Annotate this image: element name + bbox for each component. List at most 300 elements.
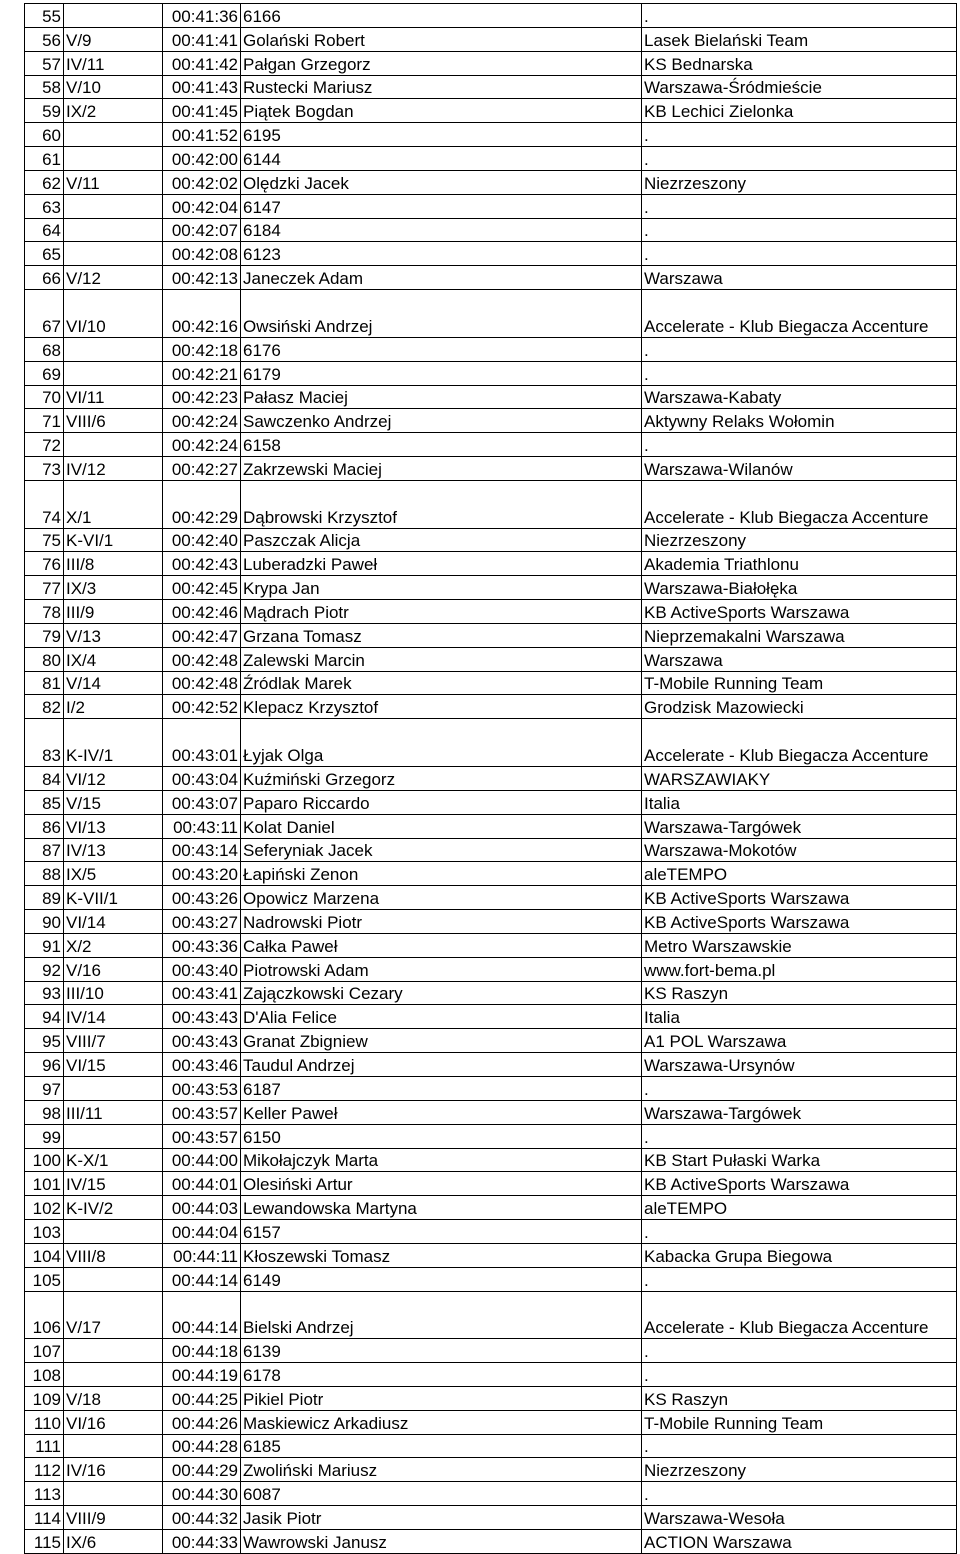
club-cell: T-Mobile Running Team [642, 1410, 957, 1434]
place-cell: 106 [25, 1291, 64, 1339]
table-row [25, 1029, 957, 1053]
time-cell: 00:42:47 [163, 623, 241, 647]
time-cell: 00:44:14 [163, 1291, 241, 1339]
time-cell: 00:43:26 [163, 886, 241, 910]
name-cell: Taudul Andrzej [241, 1053, 642, 1077]
place-cell: 81 [25, 671, 64, 695]
name-cell: 6179 [241, 361, 642, 385]
table-row [25, 933, 957, 957]
time-cell: 00:43:04 [163, 767, 241, 791]
time-cell: 00:42:45 [163, 576, 241, 600]
table-row [25, 1410, 957, 1434]
place-cell: 91 [25, 933, 64, 957]
time-cell: 00:43:43 [163, 1005, 241, 1029]
table-row [25, 1506, 957, 1530]
table-row [25, 790, 957, 814]
name-cell: Łyjak Olga [241, 719, 642, 767]
category-cell [64, 123, 163, 147]
table-row [25, 385, 957, 409]
name-cell: Maskiewicz Arkadiusz [241, 1410, 642, 1434]
category-cell: IV/12 [64, 457, 163, 481]
category-cell [64, 1482, 163, 1506]
table-row [25, 75, 957, 99]
club-cell: A1 POL Warszawa [642, 1029, 957, 1053]
category-cell: VI/16 [64, 1410, 163, 1434]
name-cell: 6195 [241, 123, 642, 147]
place-cell: 94 [25, 1005, 64, 1029]
category-cell: V/9 [64, 27, 163, 51]
name-cell: Kolat Daniel [241, 814, 642, 838]
place-cell: 102 [25, 1196, 64, 1220]
category-cell: V/11 [64, 170, 163, 194]
name-cell: Paparo Riccardo [241, 790, 642, 814]
name-cell: Golański Robert [241, 27, 642, 51]
name-cell: 6139 [241, 1339, 642, 1363]
table-row [25, 528, 957, 552]
table-row [25, 1291, 957, 1339]
place-cell: 104 [25, 1243, 64, 1267]
table-row [25, 719, 957, 767]
club-cell: Akademia Triathlonu [642, 552, 957, 576]
time-cell: 00:41:36 [163, 4, 241, 28]
club-cell: . [642, 194, 957, 218]
club-cell: www.fort-bema.pl [642, 957, 957, 981]
club-cell: Warszawa [642, 647, 957, 671]
club-cell: . [642, 123, 957, 147]
place-cell: 60 [25, 123, 64, 147]
time-cell: 00:43:46 [163, 1053, 241, 1077]
category-cell: V/10 [64, 75, 163, 99]
table-row [25, 51, 957, 75]
time-cell: 00:42:43 [163, 552, 241, 576]
club-cell: . [642, 1220, 957, 1244]
category-cell: IV/15 [64, 1172, 163, 1196]
name-cell: Nadrowski Piotr [241, 910, 642, 934]
results-body [25, 4, 957, 1554]
time-cell: 00:41:41 [163, 27, 241, 51]
name-cell: 6087 [241, 1482, 642, 1506]
place-cell: 63 [25, 194, 64, 218]
club-cell: KB ActiveSports Warszawa [642, 1172, 957, 1196]
club-cell: Grodzisk Mazowiecki [642, 695, 957, 719]
name-cell: 6144 [241, 147, 642, 171]
time-cell: 00:44:01 [163, 1172, 241, 1196]
category-cell: K-VII/1 [64, 886, 163, 910]
category-cell: IX/3 [64, 576, 163, 600]
name-cell: Wawrowski Janusz [241, 1530, 642, 1554]
table-row [25, 1196, 957, 1220]
name-cell: 6123 [241, 242, 642, 266]
club-cell: Warszawa-Mokotów [642, 838, 957, 862]
category-cell [64, 242, 163, 266]
table-row [25, 1053, 957, 1077]
name-cell: 6185 [241, 1434, 642, 1458]
name-cell: 6187 [241, 1076, 642, 1100]
category-cell: VI/13 [64, 814, 163, 838]
table-row [25, 957, 957, 981]
place-cell: 65 [25, 242, 64, 266]
category-cell: V/12 [64, 266, 163, 290]
time-cell: 00:42:18 [163, 337, 241, 361]
table-row [25, 194, 957, 218]
club-cell: Warszawa-Kabaty [642, 385, 957, 409]
table-row [25, 767, 957, 791]
club-cell: . [642, 1434, 957, 1458]
time-cell: 00:43:11 [163, 814, 241, 838]
club-cell: aleTEMPO [642, 1196, 957, 1220]
place-cell: 76 [25, 552, 64, 576]
table-row [25, 1458, 957, 1482]
club-cell: KB ActiveSports Warszawa [642, 886, 957, 910]
name-cell: Keller Paweł [241, 1100, 642, 1124]
place-cell: 114 [25, 1506, 64, 1530]
table-row [25, 480, 957, 528]
club-cell: . [642, 1124, 957, 1148]
table-row [25, 623, 957, 647]
club-cell: Nieprzemakalni Warszawa [642, 623, 957, 647]
place-cell: 105 [25, 1267, 64, 1291]
name-cell: Rustecki Mariusz [241, 75, 642, 99]
time-cell: 00:44:04 [163, 1220, 241, 1244]
club-cell: . [642, 1267, 957, 1291]
club-cell: Niezrzeszony [642, 528, 957, 552]
club-cell: Accelerate - Klub Biegacza Accenture [642, 290, 957, 338]
category-cell [64, 1339, 163, 1363]
table-row [25, 1100, 957, 1124]
place-cell: 59 [25, 99, 64, 123]
time-cell: 00:42:04 [163, 194, 241, 218]
name-cell: Olędzki Jacek [241, 170, 642, 194]
club-cell: Niezrzeszony [642, 170, 957, 194]
table-row [25, 886, 957, 910]
place-cell: 71 [25, 409, 64, 433]
name-cell: Mikołajczyk Marta [241, 1148, 642, 1172]
table-row [25, 457, 957, 481]
category-cell: IX/6 [64, 1530, 163, 1554]
club-cell: Aktywny Relaks Wołomin [642, 409, 957, 433]
place-cell: 70 [25, 385, 64, 409]
place-cell: 101 [25, 1172, 64, 1196]
name-cell: Sawczenko Andrzej [241, 409, 642, 433]
name-cell: Jasik Piotr [241, 1506, 642, 1530]
name-cell: Zwoliński Mariusz [241, 1458, 642, 1482]
name-cell: Olesiński Artur [241, 1172, 642, 1196]
name-cell: Kuźmiński Grzegorz [241, 767, 642, 791]
time-cell: 00:42:48 [163, 647, 241, 671]
name-cell: 6158 [241, 433, 642, 457]
time-cell: 00:44:19 [163, 1363, 241, 1387]
name-cell: Źródlak Marek [241, 671, 642, 695]
time-cell: 00:42:13 [163, 266, 241, 290]
name-cell: 6157 [241, 1220, 642, 1244]
table-row [25, 1172, 957, 1196]
time-cell: 00:43:57 [163, 1100, 241, 1124]
table-row [25, 838, 957, 862]
time-cell: 00:44:26 [163, 1410, 241, 1434]
table-row [25, 1076, 957, 1100]
club-cell: . [642, 4, 957, 28]
club-cell: Accelerate - Klub Biegacza Accenture [642, 719, 957, 767]
table-row [25, 814, 957, 838]
club-cell: KS Raszyn [642, 1386, 957, 1410]
name-cell: Lewandowska Martyna [241, 1196, 642, 1220]
club-cell: T-Mobile Running Team [642, 671, 957, 695]
club-cell: Niezrzeszony [642, 1458, 957, 1482]
place-cell: 55 [25, 4, 64, 28]
place-cell: 68 [25, 337, 64, 361]
category-cell: IX/2 [64, 99, 163, 123]
time-cell: 00:42:24 [163, 409, 241, 433]
name-cell: Całka Paweł [241, 933, 642, 957]
category-cell: V/15 [64, 790, 163, 814]
place-cell: 109 [25, 1386, 64, 1410]
table-row [25, 1434, 957, 1458]
time-cell: 00:41:52 [163, 123, 241, 147]
place-cell: 84 [25, 767, 64, 791]
place-cell: 58 [25, 75, 64, 99]
place-cell: 112 [25, 1458, 64, 1482]
club-cell: Accelerate - Klub Biegacza Accenture [642, 1291, 957, 1339]
category-cell: K-IV/2 [64, 1196, 163, 1220]
name-cell: Pikiel Piotr [241, 1386, 642, 1410]
name-cell: 6166 [241, 4, 642, 28]
place-cell: 85 [25, 790, 64, 814]
club-cell: . [642, 337, 957, 361]
table-row [25, 433, 957, 457]
place-cell: 75 [25, 528, 64, 552]
name-cell: Dąbrowski Krzysztof [241, 480, 642, 528]
time-cell: 00:43:40 [163, 957, 241, 981]
category-cell: K-IV/1 [64, 719, 163, 767]
club-cell: Kabacka Grupa Biegowa [642, 1243, 957, 1267]
table-row [25, 361, 957, 385]
category-cell: III/8 [64, 552, 163, 576]
place-cell: 72 [25, 433, 64, 457]
place-cell: 56 [25, 27, 64, 51]
time-cell: 00:43:27 [163, 910, 241, 934]
time-cell: 00:42:27 [163, 457, 241, 481]
category-cell: VIII/8 [64, 1243, 163, 1267]
name-cell: D'Alia Felice [241, 1005, 642, 1029]
place-cell: 100 [25, 1148, 64, 1172]
time-cell: 00:43:36 [163, 933, 241, 957]
time-cell: 00:41:45 [163, 99, 241, 123]
name-cell: Janeczek Adam [241, 266, 642, 290]
name-cell: Zalewski Marcin [241, 647, 642, 671]
time-cell: 00:41:43 [163, 75, 241, 99]
name-cell: 6176 [241, 337, 642, 361]
place-cell: 92 [25, 957, 64, 981]
category-cell: X/2 [64, 933, 163, 957]
time-cell: 00:43:01 [163, 719, 241, 767]
place-cell: 108 [25, 1363, 64, 1387]
place-cell: 64 [25, 218, 64, 242]
club-cell: . [642, 1363, 957, 1387]
club-cell: Warszawa [642, 266, 957, 290]
club-cell: . [642, 147, 957, 171]
name-cell: Opowicz Marzena [241, 886, 642, 910]
club-cell: Warszawa-Ursynów [642, 1053, 957, 1077]
name-cell: Zajączkowski Cezary [241, 981, 642, 1005]
place-cell: 107 [25, 1339, 64, 1363]
time-cell: 00:44:28 [163, 1434, 241, 1458]
category-cell [64, 433, 163, 457]
table-row [25, 1482, 957, 1506]
category-cell: VI/10 [64, 290, 163, 338]
name-cell: Piotrowski Adam [241, 957, 642, 981]
category-cell: IX/4 [64, 647, 163, 671]
name-cell: Mądrach Piotr [241, 600, 642, 624]
place-cell: 80 [25, 647, 64, 671]
time-cell: 00:43:53 [163, 1076, 241, 1100]
table-row [25, 1124, 957, 1148]
category-cell [64, 1434, 163, 1458]
club-cell: aleTEMPO [642, 862, 957, 886]
category-cell: VI/12 [64, 767, 163, 791]
time-cell: 00:42:24 [163, 433, 241, 457]
table-row [25, 147, 957, 171]
category-cell: IV/13 [64, 838, 163, 862]
category-cell: VI/11 [64, 385, 163, 409]
name-cell: Piątek Bogdan [241, 99, 642, 123]
place-cell: 86 [25, 814, 64, 838]
club-cell: . [642, 361, 957, 385]
table-row [25, 337, 957, 361]
club-cell: KB Lechici Zielonka [642, 99, 957, 123]
time-cell: 00:44:32 [163, 1506, 241, 1530]
category-cell [64, 1267, 163, 1291]
category-cell: III/10 [64, 981, 163, 1005]
club-cell: . [642, 433, 957, 457]
table-row [25, 4, 957, 28]
place-cell: 110 [25, 1410, 64, 1434]
name-cell: Kłoszewski Tomasz [241, 1243, 642, 1267]
name-cell: Pałasz Maciej [241, 385, 642, 409]
category-cell: X/1 [64, 480, 163, 528]
club-cell: Accelerate - Klub Biegacza Accenture [642, 480, 957, 528]
category-cell: IV/16 [64, 1458, 163, 1482]
category-cell: K-X/1 [64, 1148, 163, 1172]
name-cell: Luberadzki Paweł [241, 552, 642, 576]
place-cell: 62 [25, 170, 64, 194]
category-cell [64, 1363, 163, 1387]
table-row [25, 647, 957, 671]
time-cell: 00:43:57 [163, 1124, 241, 1148]
club-cell: KB ActiveSports Warszawa [642, 910, 957, 934]
time-cell: 00:42:23 [163, 385, 241, 409]
category-cell: VIII/7 [64, 1029, 163, 1053]
club-cell: Warszawa-Targówek [642, 1100, 957, 1124]
place-cell: 67 [25, 290, 64, 338]
table-row [25, 1339, 957, 1363]
name-cell: Pałgan Grzegorz [241, 51, 642, 75]
time-cell: 00:43:07 [163, 790, 241, 814]
place-cell: 113 [25, 1482, 64, 1506]
category-cell: VI/14 [64, 910, 163, 934]
table-row [25, 99, 957, 123]
table-row [25, 910, 957, 934]
category-cell: VI/15 [64, 1053, 163, 1077]
category-cell: IV/11 [64, 51, 163, 75]
time-cell: 00:42:16 [163, 290, 241, 338]
category-cell: IV/14 [64, 1005, 163, 1029]
place-cell: 79 [25, 623, 64, 647]
category-cell: V/14 [64, 671, 163, 695]
time-cell: 00:42:48 [163, 671, 241, 695]
place-cell: 95 [25, 1029, 64, 1053]
time-cell: 00:42:02 [163, 170, 241, 194]
table-row [25, 695, 957, 719]
club-cell: Warszawa-Wilanów [642, 457, 957, 481]
place-cell: 89 [25, 886, 64, 910]
place-cell: 69 [25, 361, 64, 385]
club-cell: . [642, 1076, 957, 1100]
name-cell: Krypa Jan [241, 576, 642, 600]
table-row [25, 552, 957, 576]
place-cell: 93 [25, 981, 64, 1005]
place-cell: 57 [25, 51, 64, 75]
club-cell: . [642, 1339, 957, 1363]
time-cell: 00:44:14 [163, 1267, 241, 1291]
time-cell: 00:43:43 [163, 1029, 241, 1053]
club-cell: Italia [642, 790, 957, 814]
table-row [25, 1220, 957, 1244]
club-cell: . [642, 1482, 957, 1506]
category-cell: III/11 [64, 1100, 163, 1124]
club-cell: . [642, 242, 957, 266]
club-cell: KS Raszyn [642, 981, 957, 1005]
club-cell: ACTION Warszawa [642, 1530, 957, 1554]
place-cell: 77 [25, 576, 64, 600]
time-cell: 00:42:29 [163, 480, 241, 528]
place-cell: 99 [25, 1124, 64, 1148]
category-cell [64, 1076, 163, 1100]
place-cell: 90 [25, 910, 64, 934]
category-cell [64, 361, 163, 385]
time-cell: 00:44:33 [163, 1530, 241, 1554]
table-row [25, 576, 957, 600]
category-cell: VIII/9 [64, 1506, 163, 1530]
name-cell: Zakrzewski Maciej [241, 457, 642, 481]
place-cell: 78 [25, 600, 64, 624]
time-cell: 00:42:08 [163, 242, 241, 266]
club-cell: Warszawa-Białołęka [642, 576, 957, 600]
table-row [25, 671, 957, 695]
table-row [25, 242, 957, 266]
club-cell: . [642, 218, 957, 242]
table-row [25, 27, 957, 51]
name-cell: Grzana Tomasz [241, 623, 642, 647]
place-cell: 61 [25, 147, 64, 171]
place-cell: 103 [25, 1220, 64, 1244]
place-cell: 73 [25, 457, 64, 481]
category-cell: V/13 [64, 623, 163, 647]
results-table [24, 3, 957, 1554]
table-row [25, 1005, 957, 1029]
time-cell: 00:44:30 [163, 1482, 241, 1506]
name-cell: Bielski Andrzej [241, 1291, 642, 1339]
club-cell: KB Start Pułaski Warka [642, 1148, 957, 1172]
time-cell: 00:43:20 [163, 862, 241, 886]
club-cell: Warszawa-Wesoła [642, 1506, 957, 1530]
category-cell: VIII/6 [64, 409, 163, 433]
table-row [25, 981, 957, 1005]
category-cell: III/9 [64, 600, 163, 624]
time-cell: 00:42:07 [163, 218, 241, 242]
category-cell [64, 147, 163, 171]
name-cell: 6184 [241, 218, 642, 242]
name-cell: Granat Zbigniew [241, 1029, 642, 1053]
